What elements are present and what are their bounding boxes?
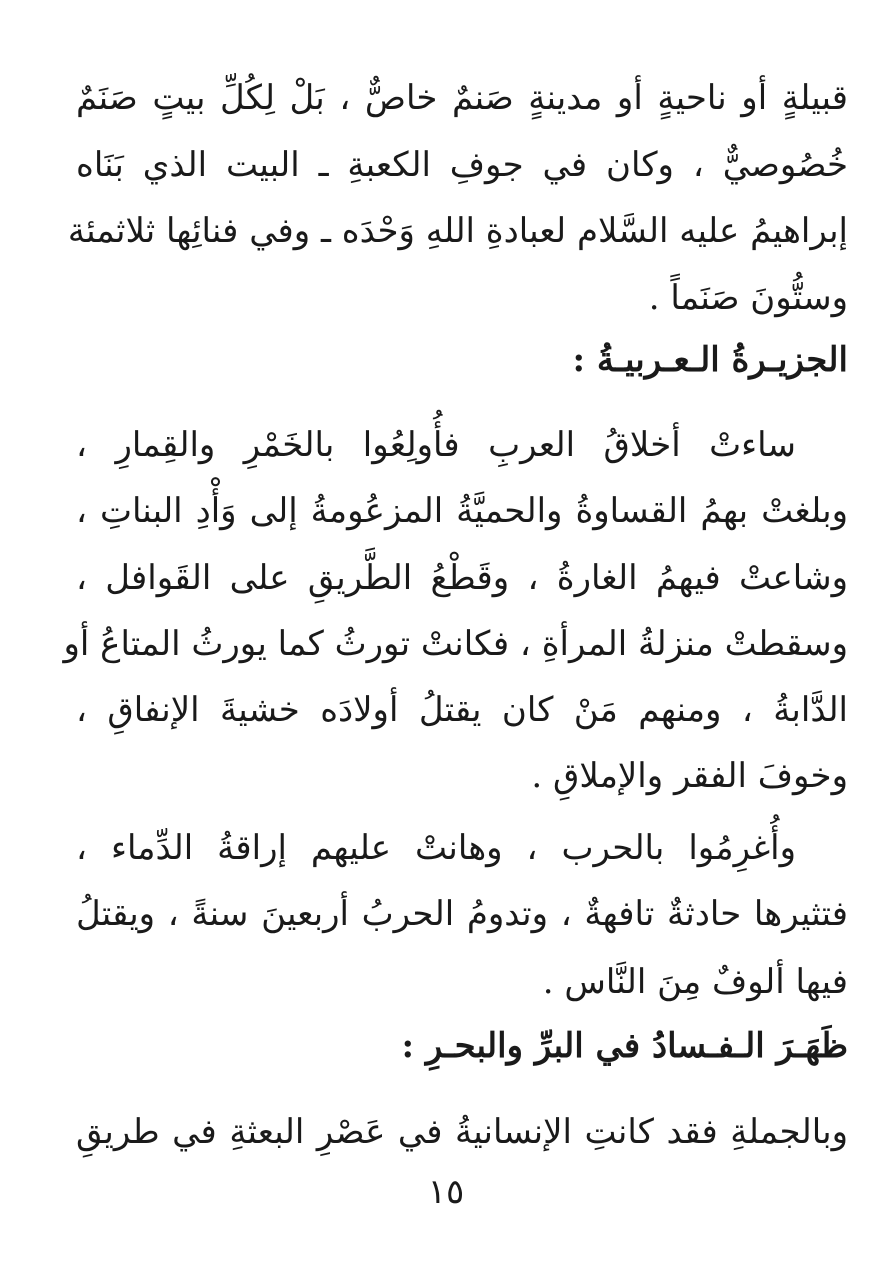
paragraph-2-line-2: وبلغتْ بهمُ القساوةُ والحميَّةُ المزعُومةُ إلى وَأْدِ البناتِ ، bbox=[76, 491, 848, 531]
paragraph-2-line-4: وسقطتْ منزلةُ المرأةِ ، فكانتْ تورثُ كما يورثُ المتاعُ أو bbox=[63, 624, 848, 664]
paragraph-1-line-3: إبراهيمُ عليه السَّلام لعبادةِ اللهِ وَحْدَه ـ وفي فنائِها ثلاثمئة bbox=[67, 211, 848, 251]
paragraph-4-line-1: وبالجملةِ فقد كانتِ الإنسانيةُ في عَصْرِ البعثةِ في طريقِ bbox=[76, 1112, 848, 1152]
page-number: ١٥ bbox=[427, 1172, 465, 1212]
section-heading-corruption: ظَهَـرَ الـفـسادُ في البرِّ والبحـرِ : bbox=[401, 1026, 848, 1066]
paragraph-1-line-4: وستُّونَ صَنَماً . bbox=[648, 278, 848, 318]
paragraph-1-line-1: قبيلةٍ أو ناحيةٍ أو مدينةٍ صَنمٌ خاصٌّ ، بَلْ لِكُلِّ بيتٍ صَنَمٌ bbox=[76, 78, 848, 118]
paragraph-2-line-5: الدَّابةُ ، ومنهم مَنْ كان يقتلُ أولادَه خشيةَ الإنفاقِ ، bbox=[76, 690, 848, 730]
paragraph-3-line-2: فتثيرها حادثةٌ تافهةٌ ، وتدومُ الحربُ أربعينَ سنةً ، ويقتلُ bbox=[76, 894, 848, 934]
paragraph-3-line-1: وأُغرِمُوا بالحرب ، وهانتْ عليهم إراقةُ الدِّماء ، bbox=[76, 828, 796, 868]
paragraph-2-line-6: وخوفَ الفقر والإملاقِ . bbox=[531, 756, 848, 796]
paragraph-2-line-3: وشاعتْ فيهمُ الغارةُ ، وقَطْعُ الطَّريقِ على القَوافل ، bbox=[76, 558, 848, 598]
paragraph-2-line-1: ساءتْ أخلاقُ العربِ فأُولِعُوا بالخَمْرِ والقِمارِ ، bbox=[76, 425, 796, 465]
paragraph-1-line-2: خُصُوصيٌّ ، وكان في جوفِ الكعبةِ ـ البيت الذي بَنَاه bbox=[76, 145, 848, 185]
paragraph-3-line-3: فيها ألوفٌ مِنَ النَّاس . bbox=[542, 962, 848, 1002]
section-heading-arabian-peninsula: الجزيـرةُ الـعـربيـةُ : bbox=[572, 340, 848, 380]
